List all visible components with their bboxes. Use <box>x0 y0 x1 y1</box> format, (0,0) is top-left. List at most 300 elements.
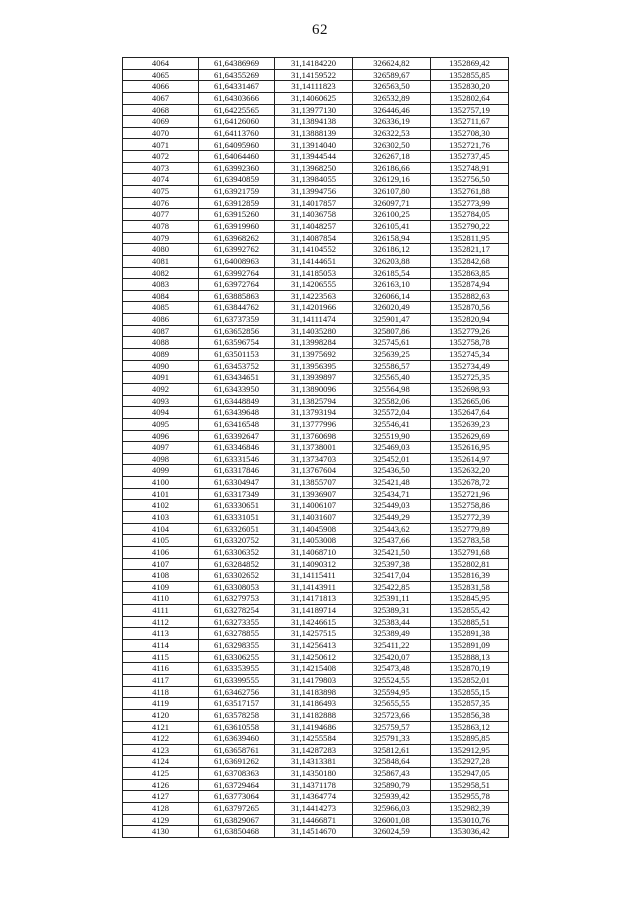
x-coordinate-cell: 326163,10 <box>353 279 431 291</box>
table-row <box>123 337 509 349</box>
point-number-cell: 4104 <box>123 523 199 535</box>
x-coordinate-cell: 325812,61 <box>353 744 431 756</box>
point-number-cell: 4079 <box>123 232 199 244</box>
point-number-cell: 4114 <box>123 640 199 652</box>
x-coordinate-cell: 326624,82 <box>353 58 431 70</box>
longitude-cell: 31,14186493 <box>275 698 353 710</box>
longitude-cell: 31,13998284 <box>275 337 353 349</box>
y-coordinate-cell: 1352758,86 <box>431 500 509 512</box>
x-coordinate-cell: 325421,50 <box>353 546 431 558</box>
point-number-cell: 4107 <box>123 558 199 570</box>
table-row <box>123 721 509 733</box>
latitude-cell: 61,63992360 <box>199 162 275 174</box>
latitude-cell: 61,63331051 <box>199 511 275 523</box>
longitude-cell: 31,13994756 <box>275 186 353 198</box>
longitude-cell: 31,13977130 <box>275 104 353 116</box>
latitude-cell: 61,63658761 <box>199 744 275 756</box>
latitude-cell: 61,63317349 <box>199 488 275 500</box>
table-row <box>123 209 509 221</box>
table-row <box>123 151 509 163</box>
table-row <box>123 803 509 815</box>
y-coordinate-cell: 1352852,01 <box>431 674 509 686</box>
y-coordinate-cell: 1352779,89 <box>431 523 509 535</box>
y-coordinate-cell: 1352891,38 <box>431 628 509 640</box>
point-number-cell: 4066 <box>123 81 199 93</box>
point-number-cell: 4089 <box>123 349 199 361</box>
point-number-cell: 4097 <box>123 442 199 454</box>
longitude-cell: 31,14184220 <box>275 58 353 70</box>
x-coordinate-cell: 326589,67 <box>353 69 431 81</box>
x-coordinate-cell: 325389,49 <box>353 628 431 640</box>
longitude-cell: 31,14246615 <box>275 616 353 628</box>
x-coordinate-cell: 325389,31 <box>353 605 431 617</box>
x-coordinate-cell: 326532,89 <box>353 92 431 104</box>
longitude-cell: 31,14048257 <box>275 220 353 232</box>
y-coordinate-cell: 1352855,42 <box>431 605 509 617</box>
x-coordinate-cell: 326203,88 <box>353 255 431 267</box>
x-coordinate-cell: 326097,71 <box>353 197 431 209</box>
y-coordinate-cell: 1352855,85 <box>431 69 509 81</box>
longitude-cell: 31,14182888 <box>275 709 353 721</box>
table-row <box>123 768 509 780</box>
table-row <box>123 605 509 617</box>
longitude-cell: 31,13890096 <box>275 383 353 395</box>
point-number-cell: 4109 <box>123 581 199 593</box>
table-row <box>123 290 509 302</box>
x-coordinate-cell: 325655,55 <box>353 698 431 710</box>
x-coordinate-cell: 326020,49 <box>353 302 431 314</box>
latitude-cell: 61,63610558 <box>199 721 275 733</box>
point-number-cell: 4122 <box>123 733 199 745</box>
y-coordinate-cell: 1352927,28 <box>431 756 509 768</box>
point-number-cell: 4064 <box>123 58 199 70</box>
latitude-cell: 61,63416548 <box>199 418 275 430</box>
coordinates-table-body <box>123 58 509 838</box>
longitude-cell: 31,14257515 <box>275 628 353 640</box>
y-coordinate-cell: 1352895,85 <box>431 733 509 745</box>
latitude-cell: 61,63639460 <box>199 733 275 745</box>
x-coordinate-cell: 325411,22 <box>353 640 431 652</box>
latitude-cell: 61,63273355 <box>199 616 275 628</box>
x-coordinate-cell: 325572,04 <box>353 407 431 419</box>
point-number-cell: 4096 <box>123 430 199 442</box>
point-number-cell: 4129 <box>123 814 199 826</box>
longitude-cell: 31,14179803 <box>275 674 353 686</box>
table-row <box>123 523 509 535</box>
y-coordinate-cell: 1352721,76 <box>431 139 509 151</box>
table-row <box>123 116 509 128</box>
x-coordinate-cell: 325586,57 <box>353 360 431 372</box>
table-row <box>123 197 509 209</box>
longitude-cell: 31,13984055 <box>275 174 353 186</box>
longitude-cell: 31,14256413 <box>275 640 353 652</box>
table-row <box>123 372 509 384</box>
longitude-cell: 31,13956395 <box>275 360 353 372</box>
table-row <box>123 733 509 745</box>
y-coordinate-cell: 1352912,95 <box>431 744 509 756</box>
table-row <box>123 709 509 721</box>
latitude-cell: 61,63912859 <box>199 197 275 209</box>
y-coordinate-cell: 1352737,45 <box>431 151 509 163</box>
latitude-cell: 61,63439648 <box>199 407 275 419</box>
y-coordinate-cell: 1352614,97 <box>431 453 509 465</box>
x-coordinate-cell: 325420,07 <box>353 651 431 663</box>
longitude-cell: 31,14060625 <box>275 92 353 104</box>
longitude-cell: 31,14364774 <box>275 791 353 803</box>
table-row <box>123 779 509 791</box>
point-number-cell: 4119 <box>123 698 199 710</box>
longitude-cell: 31,13936907 <box>275 488 353 500</box>
point-number-cell: 4117 <box>123 674 199 686</box>
table-row <box>123 58 509 70</box>
x-coordinate-cell: 325745,61 <box>353 337 431 349</box>
longitude-cell: 31,14090312 <box>275 558 353 570</box>
coordinates-table <box>122 57 509 838</box>
x-coordinate-cell: 325434,71 <box>353 488 431 500</box>
latitude-cell: 61,63326051 <box>199 523 275 535</box>
longitude-cell: 31,14031607 <box>275 511 353 523</box>
y-coordinate-cell: 1352802,64 <box>431 92 509 104</box>
table-row <box>123 453 509 465</box>
point-number-cell: 4112 <box>123 616 199 628</box>
y-coordinate-cell: 1352784,05 <box>431 209 509 221</box>
x-coordinate-cell: 325383,44 <box>353 616 431 628</box>
point-number-cell: 4092 <box>123 383 199 395</box>
y-coordinate-cell: 1352863,12 <box>431 721 509 733</box>
point-number-cell: 4075 <box>123 186 199 198</box>
point-number-cell: 4111 <box>123 605 199 617</box>
longitude-cell: 31,14255584 <box>275 733 353 745</box>
latitude-cell: 61,64331467 <box>199 81 275 93</box>
table-row <box>123 500 509 512</box>
table-row <box>123 244 509 256</box>
point-number-cell: 4106 <box>123 546 199 558</box>
y-coordinate-cell: 1352845,95 <box>431 593 509 605</box>
longitude-cell: 31,14104552 <box>275 244 353 256</box>
table-row <box>123 174 509 186</box>
longitude-cell: 31,13939897 <box>275 372 353 384</box>
longitude-cell: 31,14035280 <box>275 325 353 337</box>
x-coordinate-cell: 325473,48 <box>353 663 431 675</box>
x-coordinate-cell: 325890,79 <box>353 779 431 791</box>
table-row <box>123 360 509 372</box>
table-row <box>123 791 509 803</box>
latitude-cell: 61,63346846 <box>199 442 275 454</box>
point-number-cell: 4127 <box>123 791 199 803</box>
x-coordinate-cell: 325594,95 <box>353 686 431 698</box>
table-row <box>123 302 509 314</box>
y-coordinate-cell: 1352678,72 <box>431 477 509 489</box>
latitude-cell: 61,63330651 <box>199 500 275 512</box>
point-number-cell: 4065 <box>123 69 199 81</box>
latitude-cell: 61,63968262 <box>199 232 275 244</box>
table-row <box>123 314 509 326</box>
point-number-cell: 4077 <box>123 209 199 221</box>
table-row <box>123 442 509 454</box>
x-coordinate-cell: 326302,50 <box>353 139 431 151</box>
y-coordinate-cell: 1352870,56 <box>431 302 509 314</box>
longitude-cell: 31,14171813 <box>275 593 353 605</box>
table-row <box>123 511 509 523</box>
table-row <box>123 686 509 698</box>
x-coordinate-cell: 326446,46 <box>353 104 431 116</box>
longitude-cell: 31,13760698 <box>275 430 353 442</box>
point-number-cell: 4121 <box>123 721 199 733</box>
x-coordinate-cell: 325397,38 <box>353 558 431 570</box>
table-row <box>123 349 509 361</box>
latitude-cell: 61,63399555 <box>199 674 275 686</box>
latitude-cell: 61,63279753 <box>199 593 275 605</box>
point-number-cell: 4102 <box>123 500 199 512</box>
x-coordinate-cell: 326129,16 <box>353 174 431 186</box>
y-coordinate-cell: 1352698,93 <box>431 383 509 395</box>
y-coordinate-cell: 1352779,26 <box>431 325 509 337</box>
longitude-cell: 31,13894138 <box>275 116 353 128</box>
longitude-cell: 31,14111823 <box>275 81 353 93</box>
table-row <box>123 267 509 279</box>
x-coordinate-cell: 325449,03 <box>353 500 431 512</box>
latitude-cell: 61,63652856 <box>199 325 275 337</box>
x-coordinate-cell: 325565,40 <box>353 372 431 384</box>
point-number-cell: 4094 <box>123 407 199 419</box>
longitude-cell: 31,14350180 <box>275 768 353 780</box>
x-coordinate-cell: 326186,12 <box>353 244 431 256</box>
table-row <box>123 546 509 558</box>
latitude-cell: 61,63453752 <box>199 360 275 372</box>
longitude-cell: 31,14215408 <box>275 663 353 675</box>
x-coordinate-cell: 325422,85 <box>353 581 431 593</box>
y-coordinate-cell: 1352947,05 <box>431 768 509 780</box>
x-coordinate-cell: 326186,66 <box>353 162 431 174</box>
table-row <box>123 663 509 675</box>
x-coordinate-cell: 325449,29 <box>353 511 431 523</box>
table-row <box>123 581 509 593</box>
latitude-cell: 61,63972764 <box>199 279 275 291</box>
latitude-cell: 61,63306255 <box>199 651 275 663</box>
x-coordinate-cell: 325939,42 <box>353 791 431 803</box>
x-coordinate-cell: 325966,03 <box>353 803 431 815</box>
table-row <box>123 698 509 710</box>
y-coordinate-cell: 1352791,68 <box>431 546 509 558</box>
latitude-cell: 61,63737359 <box>199 314 275 326</box>
y-coordinate-cell: 1352869,42 <box>431 58 509 70</box>
table-row <box>123 558 509 570</box>
latitude-cell: 61,64126060 <box>199 116 275 128</box>
x-coordinate-cell: 325524,55 <box>353 674 431 686</box>
table-row <box>123 81 509 93</box>
x-coordinate-cell: 325437,66 <box>353 535 431 547</box>
y-coordinate-cell: 1352855,15 <box>431 686 509 698</box>
table-row <box>123 744 509 756</box>
x-coordinate-cell: 325723,66 <box>353 709 431 721</box>
y-coordinate-cell: 1352639,23 <box>431 418 509 430</box>
point-number-cell: 4091 <box>123 372 199 384</box>
point-number-cell: 4071 <box>123 139 199 151</box>
latitude-cell: 61,63462756 <box>199 686 275 698</box>
y-coordinate-cell: 1352761,88 <box>431 186 509 198</box>
latitude-cell: 61,63850468 <box>199 826 275 838</box>
x-coordinate-cell: 326563,50 <box>353 81 431 93</box>
latitude-cell: 61,63829067 <box>199 814 275 826</box>
latitude-cell: 61,64303666 <box>199 92 275 104</box>
y-coordinate-cell: 1352982,39 <box>431 803 509 815</box>
point-number-cell: 4118 <box>123 686 199 698</box>
table-row <box>123 383 509 395</box>
longitude-cell: 31,14017857 <box>275 197 353 209</box>
x-coordinate-cell: 326322,53 <box>353 127 431 139</box>
latitude-cell: 61,64225565 <box>199 104 275 116</box>
table-row <box>123 418 509 430</box>
longitude-cell: 31,14068710 <box>275 546 353 558</box>
longitude-cell: 31,14087854 <box>275 232 353 244</box>
longitude-cell: 31,14250612 <box>275 651 353 663</box>
point-number-cell: 4086 <box>123 314 199 326</box>
latitude-cell: 61,63304947 <box>199 477 275 489</box>
point-number-cell: 4126 <box>123 779 199 791</box>
x-coordinate-cell: 326066,14 <box>353 290 431 302</box>
table-row <box>123 255 509 267</box>
longitude-cell: 31,14287283 <box>275 744 353 756</box>
table-row <box>123 127 509 139</box>
y-coordinate-cell: 1352748,91 <box>431 162 509 174</box>
x-coordinate-cell: 325519,90 <box>353 430 431 442</box>
table-row <box>123 325 509 337</box>
latitude-cell: 61,63885863 <box>199 290 275 302</box>
x-coordinate-cell: 326100,25 <box>353 209 431 221</box>
latitude-cell: 61,63844762 <box>199 302 275 314</box>
longitude-cell: 31,13944544 <box>275 151 353 163</box>
x-coordinate-cell: 325417,04 <box>353 570 431 582</box>
point-number-cell: 4073 <box>123 162 199 174</box>
table-row <box>123 488 509 500</box>
latitude-cell: 61,63773064 <box>199 791 275 803</box>
x-coordinate-cell: 325759,57 <box>353 721 431 733</box>
point-number-cell: 4095 <box>123 418 199 430</box>
latitude-cell: 61,63278855 <box>199 628 275 640</box>
longitude-cell: 31,14371178 <box>275 779 353 791</box>
x-coordinate-cell: 325639,25 <box>353 349 431 361</box>
y-coordinate-cell: 1352811,95 <box>431 232 509 244</box>
longitude-cell: 31,14414273 <box>275 803 353 815</box>
point-number-cell: 4108 <box>123 570 199 582</box>
latitude-cell: 61,64008963 <box>199 255 275 267</box>
point-number-cell: 4072 <box>123 151 199 163</box>
latitude-cell: 61,63302652 <box>199 570 275 582</box>
point-number-cell: 4085 <box>123 302 199 314</box>
latitude-cell: 61,63501153 <box>199 349 275 361</box>
table-row <box>123 640 509 652</box>
y-coordinate-cell: 1352758,78 <box>431 337 509 349</box>
longitude-cell: 31,13914040 <box>275 139 353 151</box>
latitude-cell: 61,63433950 <box>199 383 275 395</box>
table-row <box>123 616 509 628</box>
latitude-cell: 61,64064460 <box>199 151 275 163</box>
x-coordinate-cell: 325791,33 <box>353 733 431 745</box>
longitude-cell: 31,13888139 <box>275 127 353 139</box>
table-row <box>123 104 509 116</box>
y-coordinate-cell: 1352891,09 <box>431 640 509 652</box>
longitude-cell: 31,13777996 <box>275 418 353 430</box>
table-row <box>123 651 509 663</box>
point-number-cell: 4088 <box>123 337 199 349</box>
latitude-cell: 61,63919960 <box>199 220 275 232</box>
latitude-cell: 61,63517157 <box>199 698 275 710</box>
point-number-cell: 4093 <box>123 395 199 407</box>
x-coordinate-cell: 325546,41 <box>353 418 431 430</box>
point-number-cell: 4130 <box>123 826 199 838</box>
point-number-cell: 4125 <box>123 768 199 780</box>
latitude-cell: 61,63278254 <box>199 605 275 617</box>
longitude-cell: 31,14223563 <box>275 290 353 302</box>
x-coordinate-cell: 325901,47 <box>353 314 431 326</box>
longitude-cell: 31,13793194 <box>275 407 353 419</box>
y-coordinate-cell: 1353036,42 <box>431 826 509 838</box>
y-coordinate-cell: 1352831,58 <box>431 581 509 593</box>
table-row <box>123 674 509 686</box>
point-number-cell: 4124 <box>123 756 199 768</box>
y-coordinate-cell: 1352790,22 <box>431 220 509 232</box>
y-coordinate-cell: 1352842,68 <box>431 255 509 267</box>
longitude-cell: 31,14206555 <box>275 279 353 291</box>
y-coordinate-cell: 1352757,19 <box>431 104 509 116</box>
latitude-cell: 61,63992762 <box>199 244 275 256</box>
y-coordinate-cell: 1352874,94 <box>431 279 509 291</box>
y-coordinate-cell: 1352783,58 <box>431 535 509 547</box>
longitude-cell: 31,14053008 <box>275 535 353 547</box>
point-number-cell: 4070 <box>123 127 199 139</box>
longitude-cell: 31,13968250 <box>275 162 353 174</box>
point-number-cell: 4103 <box>123 511 199 523</box>
latitude-cell: 61,63308053 <box>199 581 275 593</box>
table-row <box>123 232 509 244</box>
latitude-cell: 61,63392647 <box>199 430 275 442</box>
point-number-cell: 4128 <box>123 803 199 815</box>
point-number-cell: 4110 <box>123 593 199 605</box>
point-number-cell: 4115 <box>123 651 199 663</box>
x-coordinate-cell: 326107,80 <box>353 186 431 198</box>
table-row <box>123 139 509 151</box>
x-coordinate-cell: 325848,64 <box>353 756 431 768</box>
table-row <box>123 395 509 407</box>
longitude-cell: 31,14313381 <box>275 756 353 768</box>
latitude-cell: 61,63306352 <box>199 546 275 558</box>
y-coordinate-cell: 1352856,38 <box>431 709 509 721</box>
table-row <box>123 407 509 419</box>
x-coordinate-cell: 326105,41 <box>353 220 431 232</box>
point-number-cell: 4067 <box>123 92 199 104</box>
x-coordinate-cell: 326001,08 <box>353 814 431 826</box>
longitude-cell: 31,13734703 <box>275 453 353 465</box>
point-number-cell: 4113 <box>123 628 199 640</box>
table-row <box>123 92 509 104</box>
point-number-cell: 4101 <box>123 488 199 500</box>
table-row <box>123 535 509 547</box>
table-row <box>123 814 509 826</box>
longitude-cell: 31,13975692 <box>275 349 353 361</box>
y-coordinate-cell: 1352772,39 <box>431 511 509 523</box>
y-coordinate-cell: 1352882,63 <box>431 290 509 302</box>
point-number-cell: 4116 <box>123 663 199 675</box>
y-coordinate-cell: 1352721,96 <box>431 488 509 500</box>
longitude-cell: 31,14185053 <box>275 267 353 279</box>
x-coordinate-cell: 325421,48 <box>353 477 431 489</box>
y-coordinate-cell: 1352857,35 <box>431 698 509 710</box>
y-coordinate-cell: 1352665,06 <box>431 395 509 407</box>
y-coordinate-cell: 1352647,64 <box>431 407 509 419</box>
latitude-cell: 61,64386969 <box>199 58 275 70</box>
point-number-cell: 4084 <box>123 290 199 302</box>
y-coordinate-cell: 1352870,19 <box>431 663 509 675</box>
